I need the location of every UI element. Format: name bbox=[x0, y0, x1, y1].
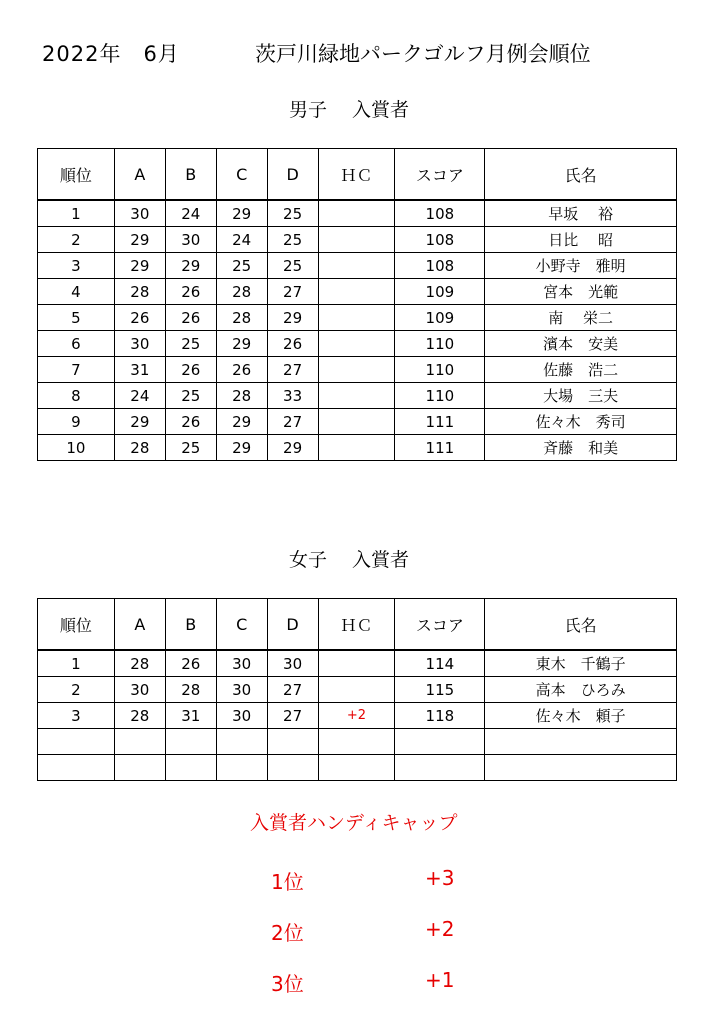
a-cell: 30 bbox=[114, 331, 165, 357]
col-name-header: 氏名 bbox=[485, 149, 677, 201]
col-d-header: D bbox=[267, 599, 318, 651]
handicap-value-1: +3 bbox=[425, 866, 455, 890]
score-cell bbox=[395, 755, 485, 781]
d-cell: 25 bbox=[267, 200, 318, 227]
a-cell: 30 bbox=[114, 200, 165, 227]
table-row bbox=[38, 435, 677, 461]
rank-cell: 6 bbox=[38, 331, 115, 357]
b-cell: 29 bbox=[165, 253, 216, 279]
hc-cell bbox=[318, 305, 395, 331]
b-cell: 25 bbox=[165, 331, 216, 357]
hc-cell bbox=[318, 253, 395, 279]
c-cell: 28 bbox=[216, 383, 267, 409]
name-cell: 濱本 安美 bbox=[485, 331, 677, 357]
b-cell: 30 bbox=[165, 227, 216, 253]
handicap-value-2: +2 bbox=[425, 917, 455, 941]
c-cell bbox=[216, 755, 267, 781]
name-cell: 大場 三夫 bbox=[485, 383, 677, 409]
d-cell: 25 bbox=[267, 227, 318, 253]
col-c-header: C bbox=[216, 599, 267, 651]
c-cell: 30 bbox=[216, 703, 267, 729]
score-cell: 111 bbox=[395, 409, 485, 435]
rank-cell: 5 bbox=[38, 305, 115, 331]
name-cell: 東木 千鶴子 bbox=[485, 650, 677, 677]
name-cell: 佐藤 浩二 bbox=[485, 357, 677, 383]
d-cell: 27 bbox=[267, 357, 318, 383]
b-cell bbox=[165, 755, 216, 781]
d-cell: 27 bbox=[267, 677, 318, 703]
a-cell: 31 bbox=[114, 357, 165, 383]
score-cell: 110 bbox=[395, 357, 485, 383]
b-cell: 25 bbox=[165, 383, 216, 409]
name-cell bbox=[485, 755, 677, 781]
hc-cell bbox=[318, 650, 395, 677]
col-score-header: スコア bbox=[395, 599, 485, 651]
col-a-header: A bbox=[114, 599, 165, 651]
rank-cell: 8 bbox=[38, 383, 115, 409]
c-cell: 29 bbox=[216, 200, 267, 227]
rank-cell: 3 bbox=[38, 703, 115, 729]
c-cell: 28 bbox=[216, 279, 267, 305]
c-cell: 25 bbox=[216, 253, 267, 279]
d-cell: 33 bbox=[267, 383, 318, 409]
rank-cell: 3 bbox=[38, 253, 115, 279]
col-d-header: D bbox=[267, 149, 318, 201]
col-name-header: 氏名 bbox=[485, 599, 677, 651]
c-cell: 29 bbox=[216, 409, 267, 435]
a-cell: 29 bbox=[114, 409, 165, 435]
c-cell: 30 bbox=[216, 650, 267, 677]
a-cell bbox=[114, 729, 165, 755]
score-cell: 111 bbox=[395, 435, 485, 461]
a-cell: 28 bbox=[114, 279, 165, 305]
name-cell: 宮本 光範 bbox=[485, 279, 677, 305]
d-cell: 27 bbox=[267, 703, 318, 729]
b-cell: 25 bbox=[165, 435, 216, 461]
handicap-value-3: +1 bbox=[425, 968, 455, 992]
hc-cell bbox=[318, 357, 395, 383]
hc-cell bbox=[318, 383, 395, 409]
table-header-row bbox=[38, 599, 677, 651]
hc-cell bbox=[318, 200, 395, 227]
a-cell: 28 bbox=[114, 703, 165, 729]
score-cell: 108 bbox=[395, 227, 485, 253]
b-cell bbox=[165, 729, 216, 755]
c-cell: 29 bbox=[216, 435, 267, 461]
c-cell: 28 bbox=[216, 305, 267, 331]
table-row bbox=[38, 383, 677, 409]
table-row bbox=[38, 331, 677, 357]
handicap-title: 入賞者ハンディキャップ bbox=[250, 812, 458, 834]
c-cell bbox=[216, 729, 267, 755]
table-row bbox=[38, 253, 677, 279]
table-row bbox=[38, 409, 677, 435]
name-cell: 小野寺 雅明 bbox=[485, 253, 677, 279]
d-cell: 26 bbox=[267, 331, 318, 357]
rank-cell: 10 bbox=[38, 435, 115, 461]
score-cell: 108 bbox=[395, 200, 485, 227]
a-cell: 24 bbox=[114, 383, 165, 409]
score-cell bbox=[395, 729, 485, 755]
score-cell: 115 bbox=[395, 677, 485, 703]
handicap-rank-1: 1位 bbox=[271, 870, 304, 894]
hc-cell: +2 bbox=[318, 703, 395, 729]
score-cell: 109 bbox=[395, 279, 485, 305]
rank-cell bbox=[38, 729, 115, 755]
table-row bbox=[38, 677, 677, 703]
table-row bbox=[38, 729, 677, 755]
a-cell: 28 bbox=[114, 435, 165, 461]
a-cell: 26 bbox=[114, 305, 165, 331]
table-row bbox=[38, 755, 677, 781]
name-cell: 佐々木 秀司 bbox=[485, 409, 677, 435]
hc-cell bbox=[318, 227, 395, 253]
table-row bbox=[38, 650, 677, 677]
b-cell: 26 bbox=[165, 357, 216, 383]
score-cell: 110 bbox=[395, 331, 485, 357]
col-rank-header: 順位 bbox=[38, 599, 115, 651]
rank-cell: 1 bbox=[38, 200, 115, 227]
table-row bbox=[38, 200, 677, 227]
name-cell: 斉藤 和美 bbox=[485, 435, 677, 461]
table-row bbox=[38, 279, 677, 305]
women-section-heading: 女子 入賞者 bbox=[289, 549, 410, 571]
rank-cell: 9 bbox=[38, 409, 115, 435]
rank-cell: 4 bbox=[38, 279, 115, 305]
b-cell: 24 bbox=[165, 200, 216, 227]
a-cell: 28 bbox=[114, 650, 165, 677]
rank-cell: 1 bbox=[38, 650, 115, 677]
hc-cell bbox=[318, 279, 395, 305]
handicap-rank-3: 3位 bbox=[271, 972, 304, 996]
c-cell: 30 bbox=[216, 677, 267, 703]
col-rank-header: 順位 bbox=[38, 149, 115, 201]
col-hc-header: ＨＣ bbox=[318, 149, 395, 201]
score-cell: 109 bbox=[395, 305, 485, 331]
c-cell: 29 bbox=[216, 331, 267, 357]
col-b-header: B bbox=[165, 599, 216, 651]
b-cell: 26 bbox=[165, 279, 216, 305]
a-cell: 30 bbox=[114, 677, 165, 703]
rank-cell: 7 bbox=[38, 357, 115, 383]
table-row bbox=[38, 227, 677, 253]
b-cell: 31 bbox=[165, 703, 216, 729]
b-cell: 28 bbox=[165, 677, 216, 703]
rank-cell: 2 bbox=[38, 677, 115, 703]
col-a-header: A bbox=[114, 149, 165, 201]
name-cell: 早坂 裕 bbox=[485, 200, 677, 227]
hc-cell bbox=[318, 331, 395, 357]
a-cell: 29 bbox=[114, 227, 165, 253]
rank-cell: 2 bbox=[38, 227, 115, 253]
report-title: 茨戸川緑地パークゴルフ月例会順位 bbox=[255, 42, 591, 66]
name-cell: 日比 昭 bbox=[485, 227, 677, 253]
col-score-header: スコア bbox=[395, 149, 485, 201]
b-cell: 26 bbox=[165, 409, 216, 435]
name-cell bbox=[485, 729, 677, 755]
hc-cell bbox=[318, 435, 395, 461]
table-row bbox=[38, 357, 677, 383]
b-cell: 26 bbox=[165, 650, 216, 677]
table-row bbox=[38, 703, 677, 729]
men-ranking-table bbox=[37, 148, 677, 461]
col-hc-header: ＨＣ bbox=[318, 599, 395, 651]
hc-cell bbox=[318, 755, 395, 781]
hc-cell bbox=[318, 677, 395, 703]
name-cell: 佐々木 頼子 bbox=[485, 703, 677, 729]
report-date: 2022年 6月 bbox=[42, 42, 180, 66]
score-cell: 114 bbox=[395, 650, 485, 677]
a-cell: 29 bbox=[114, 253, 165, 279]
c-cell: 26 bbox=[216, 357, 267, 383]
d-cell bbox=[267, 729, 318, 755]
hc-cell bbox=[318, 729, 395, 755]
table-row bbox=[38, 305, 677, 331]
a-cell bbox=[114, 755, 165, 781]
table-header-row bbox=[38, 149, 677, 201]
d-cell bbox=[267, 755, 318, 781]
d-cell: 27 bbox=[267, 279, 318, 305]
women-ranking-table bbox=[37, 598, 677, 781]
d-cell: 27 bbox=[267, 409, 318, 435]
name-cell: 南 栄二 bbox=[485, 305, 677, 331]
c-cell: 24 bbox=[216, 227, 267, 253]
name-cell: 高本 ひろみ bbox=[485, 677, 677, 703]
d-cell: 29 bbox=[267, 435, 318, 461]
col-b-header: B bbox=[165, 149, 216, 201]
rank-cell bbox=[38, 755, 115, 781]
col-c-header: C bbox=[216, 149, 267, 201]
score-cell: 118 bbox=[395, 703, 485, 729]
b-cell: 26 bbox=[165, 305, 216, 331]
d-cell: 30 bbox=[267, 650, 318, 677]
handicap-rank-2: 2位 bbox=[271, 921, 304, 945]
d-cell: 29 bbox=[267, 305, 318, 331]
d-cell: 25 bbox=[267, 253, 318, 279]
score-cell: 110 bbox=[395, 383, 485, 409]
score-cell: 108 bbox=[395, 253, 485, 279]
hc-cell bbox=[318, 409, 395, 435]
men-section-heading: 男子 入賞者 bbox=[289, 99, 410, 121]
